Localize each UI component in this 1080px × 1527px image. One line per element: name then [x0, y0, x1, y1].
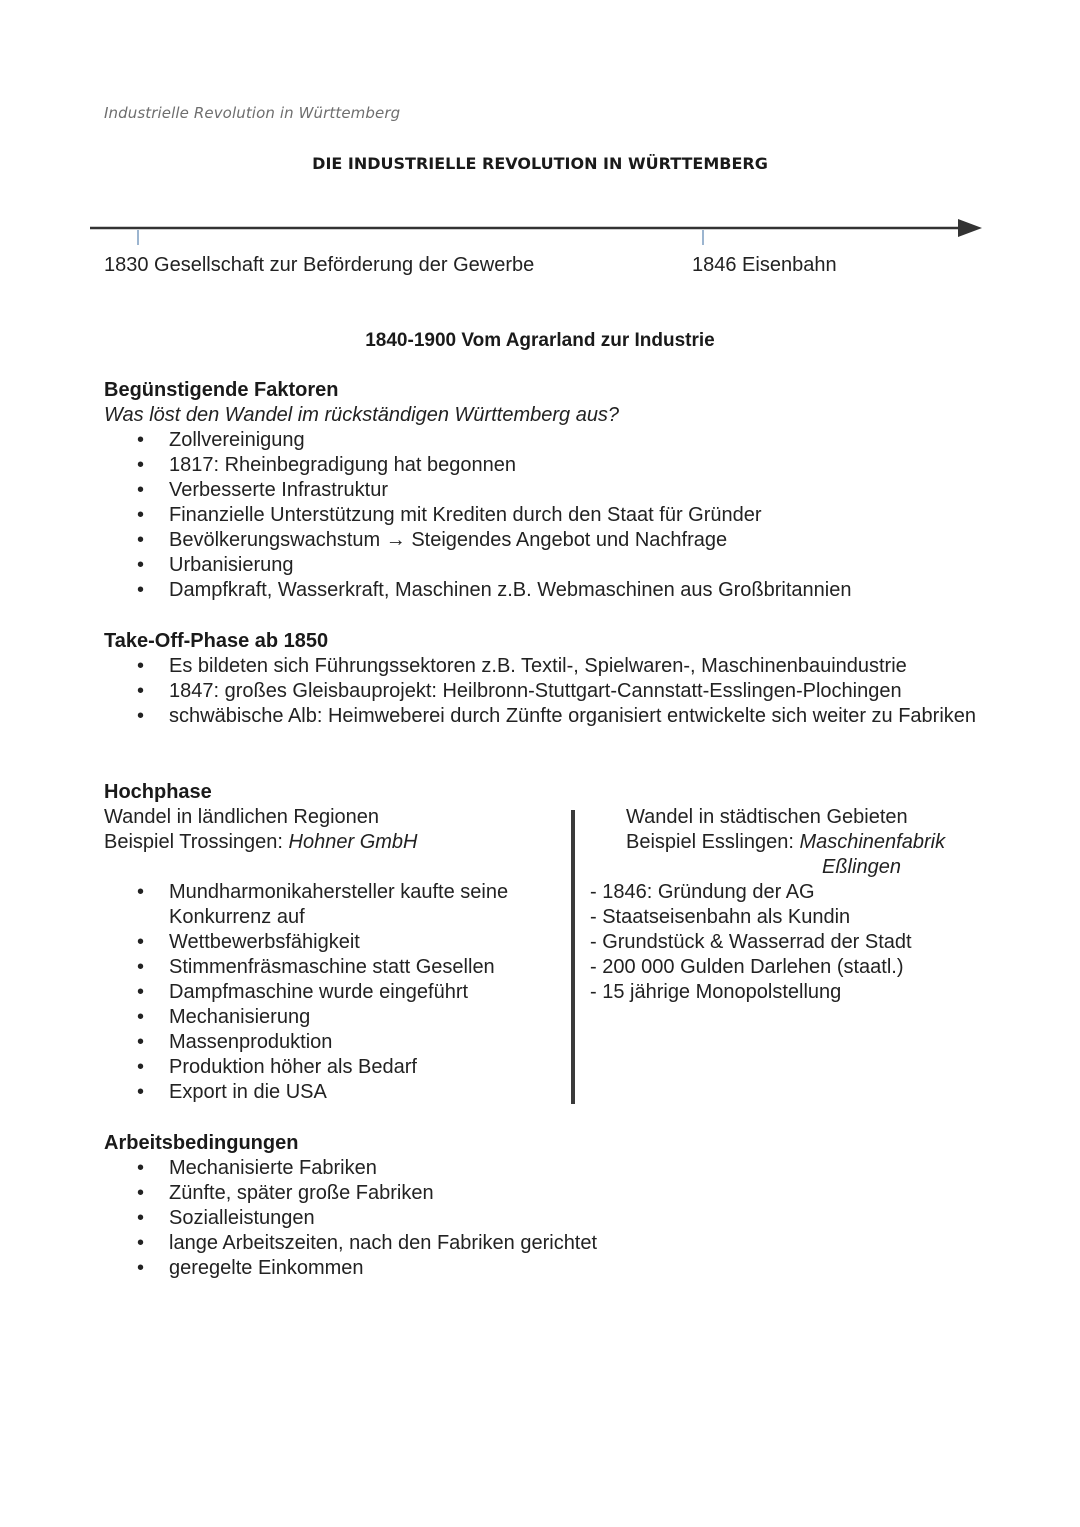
list-item: • geregelte Einkommen	[104, 1256, 597, 1281]
factors-section	[104, 378, 852, 603]
takeoff-list	[104, 654, 984, 729]
list-item: • Mechanisierung	[104, 1005, 564, 1030]
timeline-arrowhead	[958, 219, 982, 237]
list-item: • Verbesserte Infrastruktur	[104, 478, 852, 503]
list-item: • Mechanisierte Fabriken	[104, 1156, 597, 1181]
takeoff-heading: Take-Off-Phase ab 1850	[104, 630, 329, 652]
list-item: - 200 000 Gulden Darlehen (staatl.)	[590, 956, 904, 978]
factors-question: Was löst den Wandel im rückständigen Württemberg aus?	[104, 404, 620, 426]
list-item: - Staatseisenbahn als Kundin	[590, 906, 851, 928]
list-item: • Finanzielle Unterstützung mit Krediten durch den Staat für Gründer	[104, 503, 852, 528]
rural-list	[104, 880, 564, 1105]
hochphase-left-column	[104, 780, 564, 1105]
takeoff-section	[104, 629, 984, 729]
list-item: • 1847: großes Gleisbauprojekt: Heilbronn-Stuttgart-Cannstatt-Esslingen-Plochingen	[104, 679, 984, 704]
factors-list	[104, 428, 852, 603]
list-item: • lange Arbeitszeiten, nach den Fabriken gerichtet	[104, 1231, 597, 1256]
list-item: • Sozialleistungen	[104, 1206, 597, 1231]
hochphase-right-column	[590, 805, 1010, 1005]
list-item: • Produktion höher als Bedarf	[104, 1055, 564, 1080]
factors-heading: Begünstigende Faktoren	[104, 379, 339, 401]
list-item: • Wettbewerbsfähigkeit	[104, 930, 564, 955]
document-title: DIE INDUSTRIELLE REVOLUTION IN WÜRTTEMBERG	[312, 154, 768, 173]
list-item: • Mundharmonikahersteller kaufte seine Konkurrenz auf	[104, 880, 564, 930]
page-header: Industrielle Revolution in Württemberg	[104, 104, 401, 122]
rural-example-name: Hohner GmbH	[288, 831, 418, 853]
list-item: • Massenproduktion	[104, 1030, 564, 1055]
rural-title: Wandel in ländlichen Regionen	[104, 806, 379, 828]
list-item: - 1846: Gründung der AG	[590, 881, 815, 903]
list-item: • Zollvereinigung	[104, 428, 852, 453]
list-item: • Bevölkerungswachstum → Steigendes Angebot und Nachfrage	[104, 528, 852, 553]
list-item: • Zünfte, später große Fabriken	[104, 1181, 597, 1206]
list-item: • Urbanisierung	[104, 553, 852, 578]
list-item: • Dampfkraft, Wasserkraft, Maschinen z.B. Webmaschinen aus Großbritannien	[104, 578, 852, 603]
hochphase-heading: Hochphase	[104, 781, 212, 803]
urban-example	[590, 830, 1010, 855]
column-divider	[571, 810, 575, 1104]
urban-example-prefix: Beispiel Esslingen:	[626, 831, 800, 853]
arbeit-list	[104, 1156, 597, 1281]
rural-example-prefix: Beispiel Trossingen:	[104, 831, 289, 853]
list-item: - Grundstück & Wasserrad der Stadt	[590, 931, 912, 953]
list-item: • schwäbische Alb: Heimweberei durch Zünfte organisiert entwickelte sich weiter zu Fabriken	[104, 704, 984, 729]
list-item: • Es bildeten sich Führungssektoren z.B. Textil-, Spielwaren-, Maschinenbauindustrie	[104, 654, 984, 679]
urban-example-name-1: Maschinenfabrik	[799, 831, 946, 853]
section-subtitle: 1840-1900 Vom Agrarland zur Industrie	[365, 330, 715, 351]
list-item: - 15 jährige Monopolstellung	[590, 981, 842, 1003]
list-item: • 1817: Rheinbegradigung hat begonnen	[104, 453, 852, 478]
timeline-arrow	[0, 210, 1080, 250]
urban-example-name-2: Eßlingen	[822, 856, 901, 878]
list-item: • Dampfmaschine wurde eingeführt	[104, 980, 564, 1005]
arbeit-section	[104, 1131, 597, 1281]
arbeit-heading: Arbeitsbedingungen	[104, 1132, 299, 1154]
list-item: • Stimmenfräsmaschine statt Gesellen	[104, 955, 564, 980]
list-item: • Export in die USA	[104, 1080, 564, 1105]
urban-list	[590, 880, 1010, 1005]
rural-example	[104, 830, 564, 855]
urban-title: Wandel in städtischen Gebieten	[626, 806, 908, 828]
timeline-label-1846: 1846 Eisenbahn	[692, 254, 837, 276]
timeline-label-1830: 1830 Gesellschaft zur Beförderung der Gewerbe	[104, 254, 535, 276]
